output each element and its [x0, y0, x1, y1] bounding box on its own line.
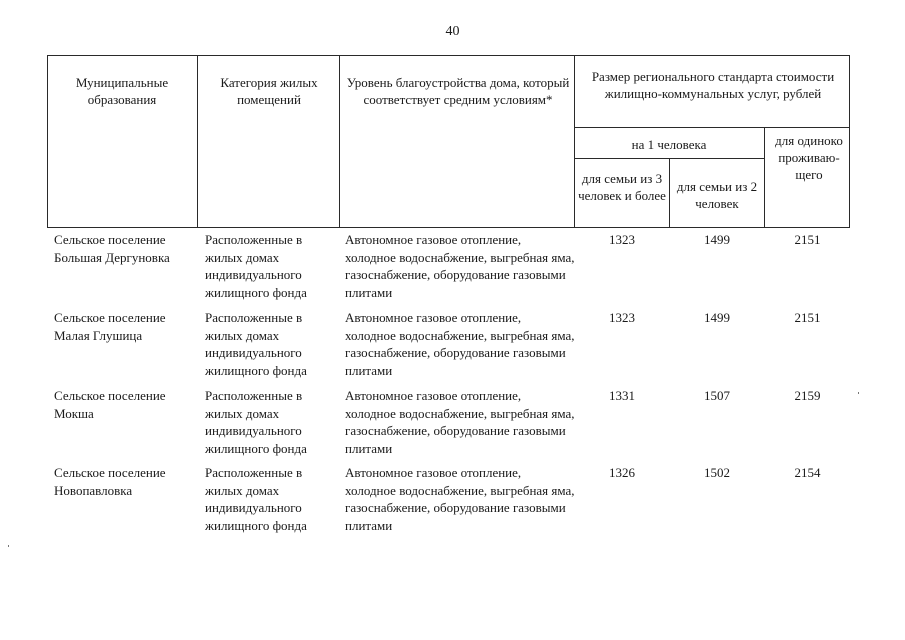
- header-standard-group: Размер регионального стандарта стоимости жилищно-коммунальных услуг, рублей: [591, 69, 835, 101]
- scan-speck: [8, 545, 9, 547]
- header-level: Уровень благоустройства дома, который соответствует средним условиям*: [346, 75, 570, 107]
- page-number: 40: [445, 24, 460, 39]
- cell-municipality: Сельское поселение Новопавловка: [54, 465, 166, 498]
- divider-standard-subheader: [574, 127, 850, 128]
- cell-single: 2154: [794, 465, 821, 480]
- cell-category: Расположенные в жилых домах индивидуального жилищного фонда: [205, 465, 307, 533]
- cell-family-2: 1507: [704, 388, 730, 403]
- header-single: для одиноко проживаю-щего: [775, 133, 843, 182]
- cell-municipality: Сельское поселение Большая Дергуновка: [54, 232, 170, 265]
- header-family-2: для семьи из 2 человек: [676, 179, 758, 211]
- cell-family-3: 1331: [609, 388, 635, 403]
- cell-level: Автономное газовое отопление, холодное водоснабжение, выгребная яма, газоснабжение, оборудование газовыми плитами: [345, 465, 575, 533]
- cell-category: Расположенные в жилых домах индивидуального жилищного фонда: [205, 388, 307, 456]
- table-row: [0, 309, 905, 385]
- cell-category: Расположенные в жилых домах индивидуального жилищного фонда: [205, 310, 307, 378]
- divider-category-level: [339, 55, 340, 228]
- header-municipality: Муниципальные образования: [75, 75, 169, 107]
- divider-level-standard: [574, 55, 575, 228]
- cell-family-2: 1502: [704, 465, 730, 480]
- cell-family-2: 1499: [704, 232, 730, 247]
- divider-family3-family2: [669, 158, 670, 228]
- cell-single: 2151: [794, 310, 821, 325]
- cell-family-3: 1323: [609, 232, 635, 247]
- divider-per-person-single: [764, 127, 765, 228]
- header-category: Категория жилых помещений: [220, 75, 318, 107]
- cell-single: 2159: [794, 388, 821, 403]
- cell-single: 2151: [794, 232, 821, 247]
- cell-level: Автономное газовое отопление, холодное водоснабжение, выгребная яма, газоснабжение, оборудование газовыми плитами: [345, 388, 575, 456]
- cell-municipality: Сельское поселение Малая Глушица: [54, 310, 166, 343]
- cell-municipality: Сельское поселение Мокша: [54, 388, 166, 421]
- table-row: [0, 464, 905, 540]
- cell-category: Расположенные в жилых домах индивидуального жилищного фонда: [205, 232, 307, 300]
- cell-family-3: 1323: [609, 310, 635, 325]
- divider-municipality-category: [197, 55, 198, 228]
- cell-level: Автономное газовое отопление, холодное водоснабжение, выгребная яма, газоснабжение, оборудование газовыми плитами: [345, 232, 575, 300]
- header-family-3: для семьи из 3 человек и более: [578, 171, 666, 203]
- table-row: [0, 387, 905, 463]
- header-per-person: на 1 человека: [631, 137, 707, 152]
- cell-family-2: 1499: [704, 310, 730, 325]
- cell-family-3: 1326: [609, 465, 635, 480]
- table-row: [0, 231, 905, 307]
- scan-speck: [858, 392, 859, 394]
- cell-level: Автономное газовое отопление, холодное водоснабжение, выгребная яма, газоснабжение, оборудование газовыми плитами: [345, 310, 575, 378]
